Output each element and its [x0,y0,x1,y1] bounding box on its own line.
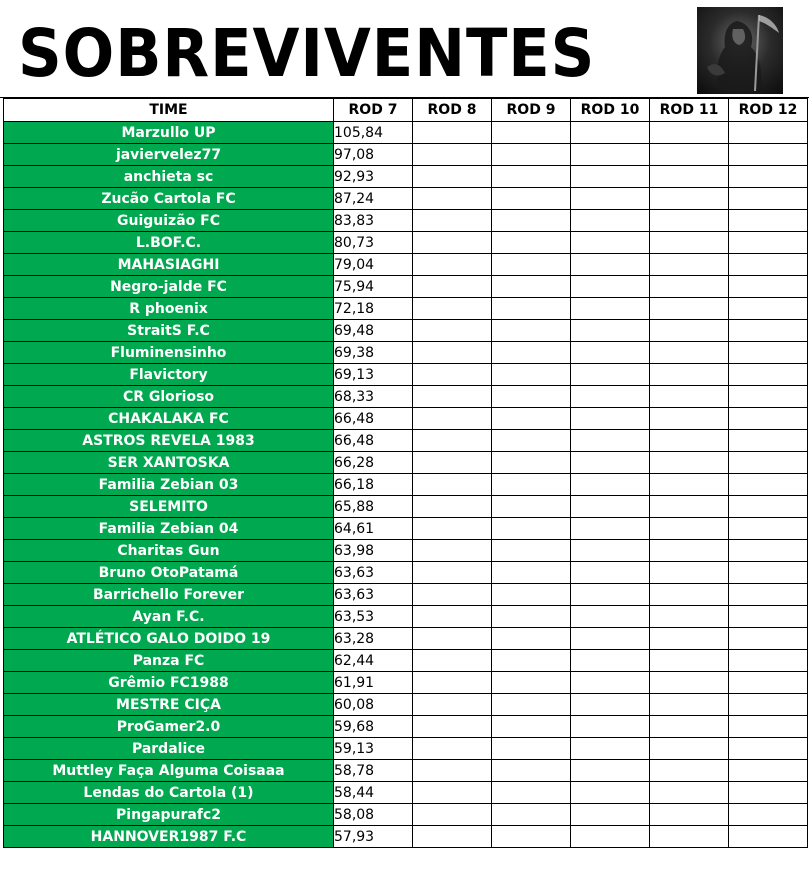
rod7-score-cell[interactable]: 64,61 [334,518,413,540]
rod11-score-cell[interactable] [650,540,729,562]
table-row[interactable] [4,650,808,672]
rod12-score-cell[interactable] [729,496,808,518]
rod9-score-cell[interactable] [492,342,571,364]
rod11-score-cell[interactable] [650,320,729,342]
team-name-cell[interactable]: ASTROS REVELA 1983 [4,430,334,452]
team-name-cell[interactable]: Negro-jalde FC [4,276,334,298]
table-row[interactable] [4,144,808,166]
rod7-score-cell[interactable]: 58,44 [334,782,413,804]
rod12-score-cell[interactable] [729,298,808,320]
rod12-score-cell[interactable] [729,804,808,826]
rod12-score-cell[interactable] [729,122,808,144]
table-row[interactable] [4,298,808,320]
rod10-score-cell[interactable] [571,364,650,386]
rod11-score-cell[interactable] [650,166,729,188]
rod12-score-cell[interactable] [729,386,808,408]
rod12-score-cell[interactable] [729,188,808,210]
team-name-cell[interactable]: SER XANTOSKA [4,452,334,474]
rod7-score-cell[interactable]: 97,08 [334,144,413,166]
rod12-score-cell[interactable] [729,166,808,188]
rod9-score-cell[interactable] [492,386,571,408]
rod7-score-cell[interactable]: 59,68 [334,716,413,738]
rod12-score-cell[interactable] [729,430,808,452]
table-row[interactable] [4,606,808,628]
rod11-score-cell[interactable] [650,342,729,364]
team-name-cell[interactable]: L.BOF.C. [4,232,334,254]
rod8-score-cell[interactable] [413,584,492,606]
rod8-score-cell[interactable] [413,628,492,650]
rod9-score-cell[interactable] [492,474,571,496]
rod12-score-cell[interactable] [729,760,808,782]
rod12-score-cell[interactable] [729,650,808,672]
team-name-cell[interactable]: Grêmio FC1988 [4,672,334,694]
table-row[interactable] [4,540,808,562]
rod9-score-cell[interactable] [492,210,571,232]
rod9-score-cell[interactable] [492,672,571,694]
rod7-score-cell[interactable]: 58,08 [334,804,413,826]
team-name-cell[interactable]: Ayan F.C. [4,606,334,628]
table-row[interactable] [4,364,808,386]
rod8-score-cell[interactable] [413,562,492,584]
rod11-score-cell[interactable] [650,496,729,518]
rod10-score-cell[interactable] [571,672,650,694]
header-time: TIME [4,99,334,122]
team-name-cell[interactable]: Zucão Cartola FC [4,188,334,210]
team-name-cell[interactable]: Fluminensinho [4,342,334,364]
team-name-cell[interactable]: Pingapurafc2 [4,804,334,826]
rod8-score-cell[interactable] [413,672,492,694]
rod10-score-cell[interactable] [571,122,650,144]
rod12-score-cell[interactable] [729,540,808,562]
rod8-score-cell[interactable] [413,166,492,188]
table-row[interactable] [4,562,808,584]
rod7-score-cell[interactable]: 66,48 [334,408,413,430]
rod11-score-cell[interactable] [650,782,729,804]
team-name-cell[interactable]: Guiguizão FC [4,210,334,232]
header-rod7: ROD 7 [334,99,413,122]
rod11-score-cell[interactable] [650,650,729,672]
team-name-cell[interactable]: SELEMITO [4,496,334,518]
rod9-score-cell[interactable] [492,452,571,474]
rod8-score-cell[interactable] [413,474,492,496]
rod8-score-cell[interactable] [413,694,492,716]
rod11-score-cell[interactable] [650,210,729,232]
rod11-score-cell[interactable] [650,672,729,694]
rod7-score-cell[interactable]: 57,93 [334,826,413,848]
rod12-score-cell[interactable] [729,342,808,364]
rod11-score-cell[interactable] [650,760,729,782]
rod12-score-cell[interactable] [729,210,808,232]
team-name-cell[interactable]: Bruno OtoPatamá [4,562,334,584]
rod7-score-cell[interactable]: 58,78 [334,760,413,782]
rod12-score-cell[interactable] [729,562,808,584]
rod11-score-cell[interactable] [650,474,729,496]
header-rod8: ROD 8 [413,99,492,122]
table-row[interactable] [4,584,808,606]
rod11-score-cell[interactable] [650,408,729,430]
rod10-score-cell[interactable] [571,738,650,760]
rod10-score-cell[interactable] [571,760,650,782]
header-rod10: ROD 10 [571,99,650,122]
rod7-score-cell[interactable]: 69,13 [334,364,413,386]
rod11-score-cell[interactable] [650,606,729,628]
rod7-score-cell[interactable]: 63,98 [334,540,413,562]
rod9-score-cell[interactable] [492,254,571,276]
rankings-table [3,98,808,848]
rod7-score-cell[interactable]: 65,88 [334,496,413,518]
rod12-score-cell[interactable] [729,144,808,166]
rod8-score-cell[interactable] [413,518,492,540]
page-title: SOBREVIVENTES [18,15,596,92]
table-row[interactable] [4,804,808,826]
table-row[interactable] [4,474,808,496]
rod8-score-cell[interactable] [413,782,492,804]
rod10-score-cell[interactable] [571,342,650,364]
header-rod9: ROD 9 [492,99,571,122]
table-row[interactable] [4,672,808,694]
table-row[interactable] [4,760,808,782]
team-name-cell[interactable]: Panza FC [4,650,334,672]
rod10-score-cell[interactable] [571,650,650,672]
rod10-score-cell[interactable] [571,562,650,584]
table-row[interactable] [4,782,808,804]
rod10-score-cell[interactable] [571,298,650,320]
rod11-score-cell[interactable] [650,188,729,210]
rod10-score-cell[interactable] [571,232,650,254]
table-row[interactable] [4,320,808,342]
header-rod12: ROD 12 [729,99,808,122]
table-row[interactable] [4,276,808,298]
rod10-score-cell[interactable] [571,320,650,342]
rod9-score-cell[interactable] [492,804,571,826]
rod11-score-cell[interactable] [650,716,729,738]
rod8-score-cell[interactable] [413,430,492,452]
rod7-score-cell[interactable]: 63,63 [334,584,413,606]
team-name-cell[interactable]: CHAKALAKA FC [4,408,334,430]
team-name-cell[interactable]: CR Glorioso [4,386,334,408]
rod10-score-cell[interactable] [571,452,650,474]
rod11-score-cell[interactable] [650,452,729,474]
table-row[interactable] [4,518,808,540]
rod12-score-cell[interactable] [729,474,808,496]
rod12-score-cell[interactable] [729,408,808,430]
team-name-cell[interactable]: Familia Zebian 03 [4,474,334,496]
table-row[interactable] [4,738,808,760]
rod11-score-cell[interactable] [650,628,729,650]
rod11-score-cell[interactable] [650,584,729,606]
rod8-score-cell[interactable] [413,760,492,782]
rod9-score-cell[interactable] [492,144,571,166]
rod12-score-cell[interactable] [729,782,808,804]
rod12-score-cell[interactable] [729,518,808,540]
rod8-score-cell[interactable] [413,254,492,276]
table-row[interactable] [4,166,808,188]
rod10-score-cell[interactable] [571,386,650,408]
rod10-score-cell[interactable] [571,826,650,848]
rod8-score-cell[interactable] [413,210,492,232]
table-row[interactable] [4,430,808,452]
rod7-score-cell[interactable]: 59,13 [334,738,413,760]
rod9-score-cell[interactable] [492,496,571,518]
team-name-cell[interactable]: ATLÉTICO GALO DOIDO 19 [4,628,334,650]
team-name-cell[interactable]: Familia Zebian 04 [4,518,334,540]
rod10-score-cell[interactable] [571,210,650,232]
rod10-score-cell[interactable] [571,606,650,628]
table-row[interactable] [4,694,808,716]
rod8-score-cell[interactable] [413,364,492,386]
rod12-score-cell[interactable] [729,738,808,760]
rod12-score-cell[interactable] [729,276,808,298]
rod8-score-cell[interactable] [413,276,492,298]
rod10-score-cell[interactable] [571,430,650,452]
rod12-score-cell[interactable] [729,694,808,716]
team-name-cell[interactable]: javiervelez77 [4,144,334,166]
team-name-cell[interactable]: Charitas Gun [4,540,334,562]
rod11-score-cell[interactable] [650,804,729,826]
rod10-score-cell[interactable] [571,804,650,826]
team-name-cell[interactable]: HANNOVER1987 F.C [4,826,334,848]
rod9-score-cell[interactable] [492,518,571,540]
rod9-score-cell[interactable] [492,650,571,672]
rod8-score-cell[interactable] [413,540,492,562]
team-name-cell[interactable]: R phoenix [4,298,334,320]
rod9-score-cell[interactable] [492,628,571,650]
rod8-score-cell[interactable] [413,606,492,628]
table-row[interactable] [4,342,808,364]
table-row[interactable] [4,452,808,474]
rod11-score-cell[interactable] [650,298,729,320]
rod7-score-cell[interactable]: 66,18 [334,474,413,496]
rod10-score-cell[interactable] [571,716,650,738]
team-name-cell[interactable]: StraitS F.C [4,320,334,342]
table-row[interactable] [4,386,808,408]
rod11-score-cell[interactable] [650,386,729,408]
rod9-score-cell[interactable] [492,782,571,804]
rod10-score-cell[interactable] [571,540,650,562]
rod12-score-cell[interactable] [729,452,808,474]
rod7-score-cell[interactable]: 60,08 [334,694,413,716]
rod7-score-cell[interactable]: 66,28 [334,452,413,474]
rod10-score-cell[interactable] [571,408,650,430]
rod7-score-cell[interactable]: 83,83 [334,210,413,232]
rod9-score-cell[interactable] [492,320,571,342]
rod9-score-cell[interactable] [492,562,571,584]
rod11-score-cell[interactable] [650,254,729,276]
rod8-score-cell[interactable] [413,804,492,826]
team-name-cell[interactable]: anchieta sc [4,166,334,188]
rod10-score-cell[interactable] [571,496,650,518]
rod8-score-cell[interactable] [413,496,492,518]
rod10-score-cell[interactable] [571,144,650,166]
rod11-score-cell[interactable] [650,122,729,144]
rod7-score-cell[interactable]: 105,84 [334,122,413,144]
rod10-score-cell[interactable] [571,188,650,210]
rod11-score-cell[interactable] [650,232,729,254]
rod7-score-cell[interactable]: 62,44 [334,650,413,672]
rod12-score-cell[interactable] [729,320,808,342]
team-name-cell[interactable]: Lendas do Cartola (1) [4,782,334,804]
rod8-score-cell[interactable] [413,342,492,364]
rod7-score-cell[interactable]: 61,91 [334,672,413,694]
rod7-score-cell[interactable]: 79,04 [334,254,413,276]
rod7-score-cell[interactable]: 63,28 [334,628,413,650]
rod9-score-cell[interactable] [492,188,571,210]
rod7-score-cell[interactable]: 75,94 [334,276,413,298]
table-row[interactable] [4,210,808,232]
rod8-score-cell[interactable] [413,408,492,430]
rod12-score-cell[interactable] [729,606,808,628]
rod10-score-cell[interactable] [571,584,650,606]
rod7-score-cell[interactable]: 69,48 [334,320,413,342]
rod7-score-cell[interactable]: 80,73 [334,232,413,254]
rod12-score-cell[interactable] [729,232,808,254]
table-row[interactable] [4,232,808,254]
rod10-score-cell[interactable] [571,474,650,496]
rod7-score-cell[interactable]: 68,33 [334,386,413,408]
rod10-score-cell[interactable] [571,628,650,650]
rod11-score-cell[interactable] [650,738,729,760]
rod9-score-cell[interactable] [492,122,571,144]
rod8-score-cell[interactable] [413,738,492,760]
rod8-score-cell[interactable] [413,716,492,738]
rod7-score-cell[interactable]: 72,18 [334,298,413,320]
header-rod11: ROD 11 [650,99,729,122]
rod11-score-cell[interactable] [650,694,729,716]
rod7-score-cell[interactable]: 69,38 [334,342,413,364]
rod12-score-cell[interactable] [729,826,808,848]
rod9-score-cell[interactable] [492,166,571,188]
rod8-score-cell[interactable] [413,452,492,474]
rod9-score-cell[interactable] [492,540,571,562]
rod9-score-cell[interactable] [492,408,571,430]
rod12-score-cell[interactable] [729,672,808,694]
rod12-score-cell[interactable] [729,716,808,738]
rod8-score-cell[interactable] [413,188,492,210]
rod11-score-cell[interactable] [650,364,729,386]
rod9-score-cell[interactable] [492,276,571,298]
rod8-score-cell[interactable] [413,320,492,342]
team-name-cell[interactable]: Pardalice [4,738,334,760]
rod9-score-cell[interactable] [492,826,571,848]
team-name-cell[interactable]: Muttley Faça Alguma Coisaaa [4,760,334,782]
rod8-score-cell[interactable] [413,386,492,408]
rod10-score-cell[interactable] [571,518,650,540]
grim-reaper-image [697,7,783,94]
rod9-score-cell[interactable] [492,298,571,320]
table-row[interactable] [4,716,808,738]
banner [0,0,809,98]
team-name-cell[interactable]: Marzullo UP [4,122,334,144]
table-row[interactable] [4,408,808,430]
rod8-score-cell[interactable] [413,144,492,166]
rod12-score-cell[interactable] [729,254,808,276]
rod9-score-cell[interactable] [492,584,571,606]
rod8-score-cell[interactable] [413,298,492,320]
rod9-score-cell[interactable] [492,760,571,782]
rod7-score-cell[interactable]: 63,63 [334,562,413,584]
header-row [4,99,808,122]
table-row[interactable] [4,496,808,518]
rod11-score-cell[interactable] [650,276,729,298]
rod11-score-cell[interactable] [650,562,729,584]
table-row[interactable] [4,122,808,144]
rod10-score-cell[interactable] [571,166,650,188]
rod8-score-cell[interactable] [413,232,492,254]
team-name-cell[interactable]: Barrichello Forever [4,584,334,606]
rod8-score-cell[interactable] [413,826,492,848]
rod11-score-cell[interactable] [650,518,729,540]
rod10-score-cell[interactable] [571,254,650,276]
rod9-score-cell[interactable] [492,232,571,254]
rod9-score-cell[interactable] [492,364,571,386]
rod9-score-cell[interactable] [492,738,571,760]
table-row[interactable] [4,826,808,848]
rod9-score-cell[interactable] [492,716,571,738]
rod12-score-cell[interactable] [729,364,808,386]
rod8-score-cell[interactable] [413,122,492,144]
rod10-score-cell[interactable] [571,782,650,804]
table-row[interactable] [4,628,808,650]
team-name-cell[interactable]: ProGamer2.0 [4,716,334,738]
rod12-score-cell[interactable] [729,628,808,650]
team-name-cell[interactable]: MESTRE CIÇA [4,694,334,716]
rod10-score-cell[interactable] [571,694,650,716]
team-name-cell[interactable]: MAHASIAGHI [4,254,334,276]
rod8-score-cell[interactable] [413,650,492,672]
rod7-score-cell[interactable]: 63,53 [334,606,413,628]
rod10-score-cell[interactable] [571,276,650,298]
rod7-score-cell[interactable]: 92,93 [334,166,413,188]
rod9-score-cell[interactable] [492,606,571,628]
rod9-score-cell[interactable] [492,430,571,452]
rod12-score-cell[interactable] [729,584,808,606]
rod11-score-cell[interactable] [650,144,729,166]
table-row[interactable] [4,188,808,210]
rod7-score-cell[interactable]: 87,24 [334,188,413,210]
rod9-score-cell[interactable] [492,694,571,716]
team-name-cell[interactable]: Flavictory [4,364,334,386]
rod11-score-cell[interactable] [650,826,729,848]
rod11-score-cell[interactable] [650,430,729,452]
table-row[interactable] [4,254,808,276]
rod7-score-cell[interactable]: 66,48 [334,430,413,452]
